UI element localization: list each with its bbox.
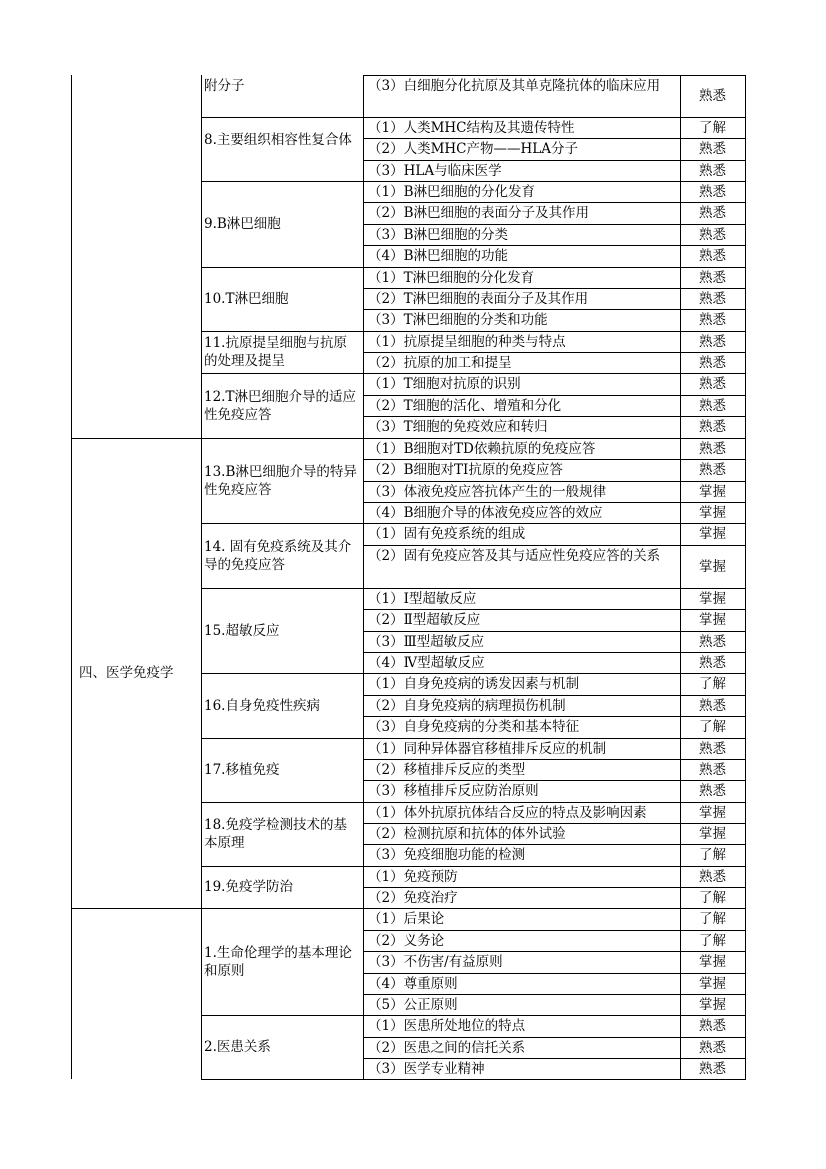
unit-name: 8.主要组织相容性复合体 bbox=[204, 132, 352, 148]
mastery-level: 了解 bbox=[699, 889, 726, 906]
mastery-level: 了解 bbox=[699, 119, 726, 136]
mastery-level: 掌握 bbox=[699, 825, 726, 842]
row-divider bbox=[71, 908, 746, 909]
item-text: （1）医患所处地位的特点 bbox=[368, 1018, 526, 1034]
mastery-level: 掌握 bbox=[699, 975, 726, 992]
item-text: （1）B淋巴细胞的分化发育 bbox=[368, 183, 536, 200]
unit-name: 12.T淋巴细胞介导的适应性免疫应答 bbox=[204, 388, 356, 423]
item-text: （3）HLA与临床医学 bbox=[368, 162, 502, 179]
row-divider bbox=[363, 716, 746, 717]
row-divider bbox=[363, 245, 746, 246]
column-divider bbox=[201, 75, 202, 1080]
item-text: （1）固有免疫系统的组成 bbox=[368, 526, 526, 542]
item-text: （4）B淋巴细胞的功能 bbox=[368, 248, 509, 264]
mastery-level: 熟悉 bbox=[699, 761, 726, 778]
item-text: （4）B细胞介导的体液免疫应答的效应 bbox=[368, 504, 603, 521]
item-text: （2）Ⅱ型超敏反应 bbox=[368, 612, 481, 628]
mastery-level: 了解 bbox=[699, 676, 726, 692]
item-text: （1）Ⅰ型超敏反应 bbox=[368, 590, 477, 607]
mastery-level: 熟悉 bbox=[699, 1060, 726, 1077]
item-text: （1）B细胞对TD依赖抗原的免疫应答 bbox=[368, 440, 596, 457]
row-divider bbox=[363, 309, 746, 310]
unit-name: 2.医患关系 bbox=[204, 1039, 271, 1055]
unit-name: 17.移植免疫 bbox=[204, 762, 280, 778]
item-text: （1）后果论 bbox=[368, 911, 445, 927]
mastery-level: 掌握 bbox=[699, 954, 726, 970]
unit-name: 附分子 bbox=[204, 78, 245, 94]
item-text: （1）同种异体器官移植排斥反应的机制 bbox=[368, 740, 607, 757]
unit-name: 11.抗原提呈细胞与抗原的处理及提呈 bbox=[204, 335, 347, 369]
mastery-level: 熟悉 bbox=[699, 462, 726, 478]
mastery-level: 熟悉 bbox=[699, 740, 726, 757]
mastery-level: 熟悉 bbox=[699, 783, 726, 799]
item-text: （3）医学专业精神 bbox=[368, 1060, 485, 1077]
section-name: 四、医学免疫学 bbox=[79, 665, 174, 681]
mastery-level: 熟悉 bbox=[699, 312, 726, 328]
mastery-level: 熟悉 bbox=[699, 290, 726, 307]
item-text: （2）检测抗原和抗体的体外试验 bbox=[368, 825, 566, 842]
row-divider bbox=[363, 202, 746, 203]
mastery-level: 掌握 bbox=[699, 504, 726, 521]
mastery-level: 了解 bbox=[699, 932, 726, 949]
column-divider bbox=[745, 75, 746, 1080]
mastery-level: 熟悉 bbox=[699, 88, 726, 104]
item-text: （1）体外抗原抗体结合反应的特点及影响因素 bbox=[368, 804, 647, 821]
unit-name: 14. 固有免疫系统及其介导的免疫应答 bbox=[204, 538, 352, 573]
mastery-level: 掌握 bbox=[699, 526, 726, 542]
item-text: （2）义务论 bbox=[368, 932, 445, 949]
mastery-level: 熟悉 bbox=[699, 633, 726, 650]
item-text: （2）免疫治疗 bbox=[368, 889, 458, 906]
item-text: （2）移植排斥反应的类型 bbox=[368, 761, 526, 778]
mastery-level: 了解 bbox=[699, 911, 726, 927]
item-text: （2）医患之间的信托关系 bbox=[368, 1039, 526, 1056]
mastery-level: 熟悉 bbox=[699, 226, 726, 243]
mastery-level: 熟悉 bbox=[699, 333, 726, 350]
mastery-level: 熟悉 bbox=[699, 354, 726, 371]
item-text: （1）人类MHC结构及其遗传特性 bbox=[368, 119, 575, 136]
row-divider bbox=[363, 951, 746, 952]
item-text: （3）Ⅲ型超敏反应 bbox=[368, 633, 485, 650]
row-divider bbox=[363, 609, 746, 610]
mastery-level: 熟悉 bbox=[699, 1039, 726, 1056]
item-text: （1）抗原提呈细胞的种类与特点 bbox=[368, 333, 566, 350]
item-text: （3）免疫细胞功能的检测 bbox=[368, 847, 526, 863]
unit-name: 9.B淋巴细胞 bbox=[204, 216, 281, 232]
item-text: （1）T淋巴细胞的分化发育 bbox=[368, 269, 535, 286]
column-divider bbox=[363, 75, 364, 1080]
item-text: （2）B细胞对TI抗原的免疫应答 bbox=[368, 462, 563, 478]
mastery-level: 熟悉 bbox=[699, 248, 726, 264]
item-text: （2）抗原的加工和提呈 bbox=[368, 354, 512, 371]
row-divider bbox=[363, 138, 746, 139]
mastery-level: 掌握 bbox=[699, 558, 726, 575]
unit-name: 10.T淋巴细胞 bbox=[204, 291, 289, 307]
unit-name: 13.B淋巴细胞介导的特异性免疫应答 bbox=[204, 463, 357, 498]
mastery-level: 了解 bbox=[699, 719, 726, 735]
mastery-level: 熟悉 bbox=[699, 269, 726, 286]
row-divider bbox=[201, 1079, 746, 1080]
row-divider bbox=[363, 459, 746, 460]
item-text: （4）尊重原则 bbox=[368, 975, 458, 992]
item-text: （2）自身免疫病的病理损伤机制 bbox=[368, 697, 566, 714]
item-text: （3）T细胞的免疫效应和转归 bbox=[368, 419, 548, 435]
item-text: （3）不伤害/有益原则 bbox=[368, 954, 503, 970]
mastery-level: 掌握 bbox=[699, 996, 726, 1013]
mastery-level: 熟悉 bbox=[699, 162, 726, 179]
row-divider bbox=[201, 673, 746, 674]
column-divider bbox=[71, 75, 72, 1079]
mastery-level: 了解 bbox=[699, 847, 726, 863]
mastery-level: 熟悉 bbox=[699, 697, 726, 714]
item-text: （3）自身免疫病的分类和基本特征 bbox=[368, 719, 580, 735]
column-divider bbox=[680, 75, 681, 1080]
mastery-level: 掌握 bbox=[699, 483, 726, 500]
item-text: （2）T细胞的活化、增殖和分化 bbox=[368, 397, 562, 414]
unit-name: 1.生命伦理学的基本理论和原则 bbox=[204, 944, 352, 979]
item-text: （2）B淋巴细胞的表面分子及其作用 bbox=[368, 205, 590, 221]
row-divider bbox=[201, 373, 746, 374]
mastery-level: 熟悉 bbox=[699, 440, 726, 457]
mastery-level: 熟悉 bbox=[699, 183, 726, 200]
mastery-level: 掌握 bbox=[699, 590, 726, 607]
mastery-level: 熟悉 bbox=[699, 868, 726, 885]
mastery-level: 熟悉 bbox=[699, 397, 726, 414]
item-text: （1）T细胞对抗原的识别 bbox=[368, 376, 521, 392]
mastery-level: 掌握 bbox=[699, 612, 726, 628]
mastery-level: 熟悉 bbox=[699, 654, 726, 671]
item-text: （3）体液免疫应答抗体产生的一般规律 bbox=[368, 483, 607, 500]
item-text: （3）T淋巴细胞的分类和功能 bbox=[368, 312, 548, 328]
item-text: （3）B淋巴细胞的分类 bbox=[368, 226, 509, 243]
mastery-level: 熟悉 bbox=[699, 1018, 726, 1034]
row-divider bbox=[363, 75, 746, 76]
item-text: （1）自身免疫病的诱发因素与机制 bbox=[368, 676, 580, 692]
unit-name: 18.免疫学检测技术的基本原理 bbox=[204, 817, 347, 851]
item-text: （3）白细胞分化抗原及其单克隆抗体的临床应用 bbox=[368, 78, 661, 94]
item-text: （2）T淋巴细胞的表面分子及其作用 bbox=[368, 290, 589, 307]
row-divider bbox=[201, 523, 746, 524]
item-text: （5）公正原则 bbox=[368, 996, 458, 1013]
row-divider bbox=[363, 780, 746, 781]
item-text: （2）固有免疫应答及其与适应性免疫应答的关系 bbox=[368, 548, 661, 564]
row-divider bbox=[363, 844, 746, 845]
mastery-level: 熟悉 bbox=[699, 205, 726, 221]
mastery-level: 掌握 bbox=[699, 804, 726, 821]
item-text: （4）Ⅳ型超敏反应 bbox=[368, 654, 485, 671]
row-divider bbox=[363, 416, 746, 417]
row-divider bbox=[201, 1015, 746, 1016]
row-divider bbox=[363, 545, 746, 546]
row-divider bbox=[201, 866, 746, 867]
mastery-level: 熟悉 bbox=[699, 141, 726, 157]
item-text: （2）人类MHC产物——HLA分子 bbox=[368, 141, 579, 157]
mastery-level: 熟悉 bbox=[699, 376, 726, 392]
item-text: （3）移植排斥反应防治原则 bbox=[368, 783, 539, 799]
unit-name: 19.免疫学防治 bbox=[204, 879, 293, 895]
item-text: （1）免疫预防 bbox=[368, 868, 458, 885]
unit-name: 15.超敏反应 bbox=[204, 622, 280, 639]
unit-name: 16.自身免疫性疾病 bbox=[204, 697, 320, 714]
mastery-level: 熟悉 bbox=[699, 419, 726, 435]
